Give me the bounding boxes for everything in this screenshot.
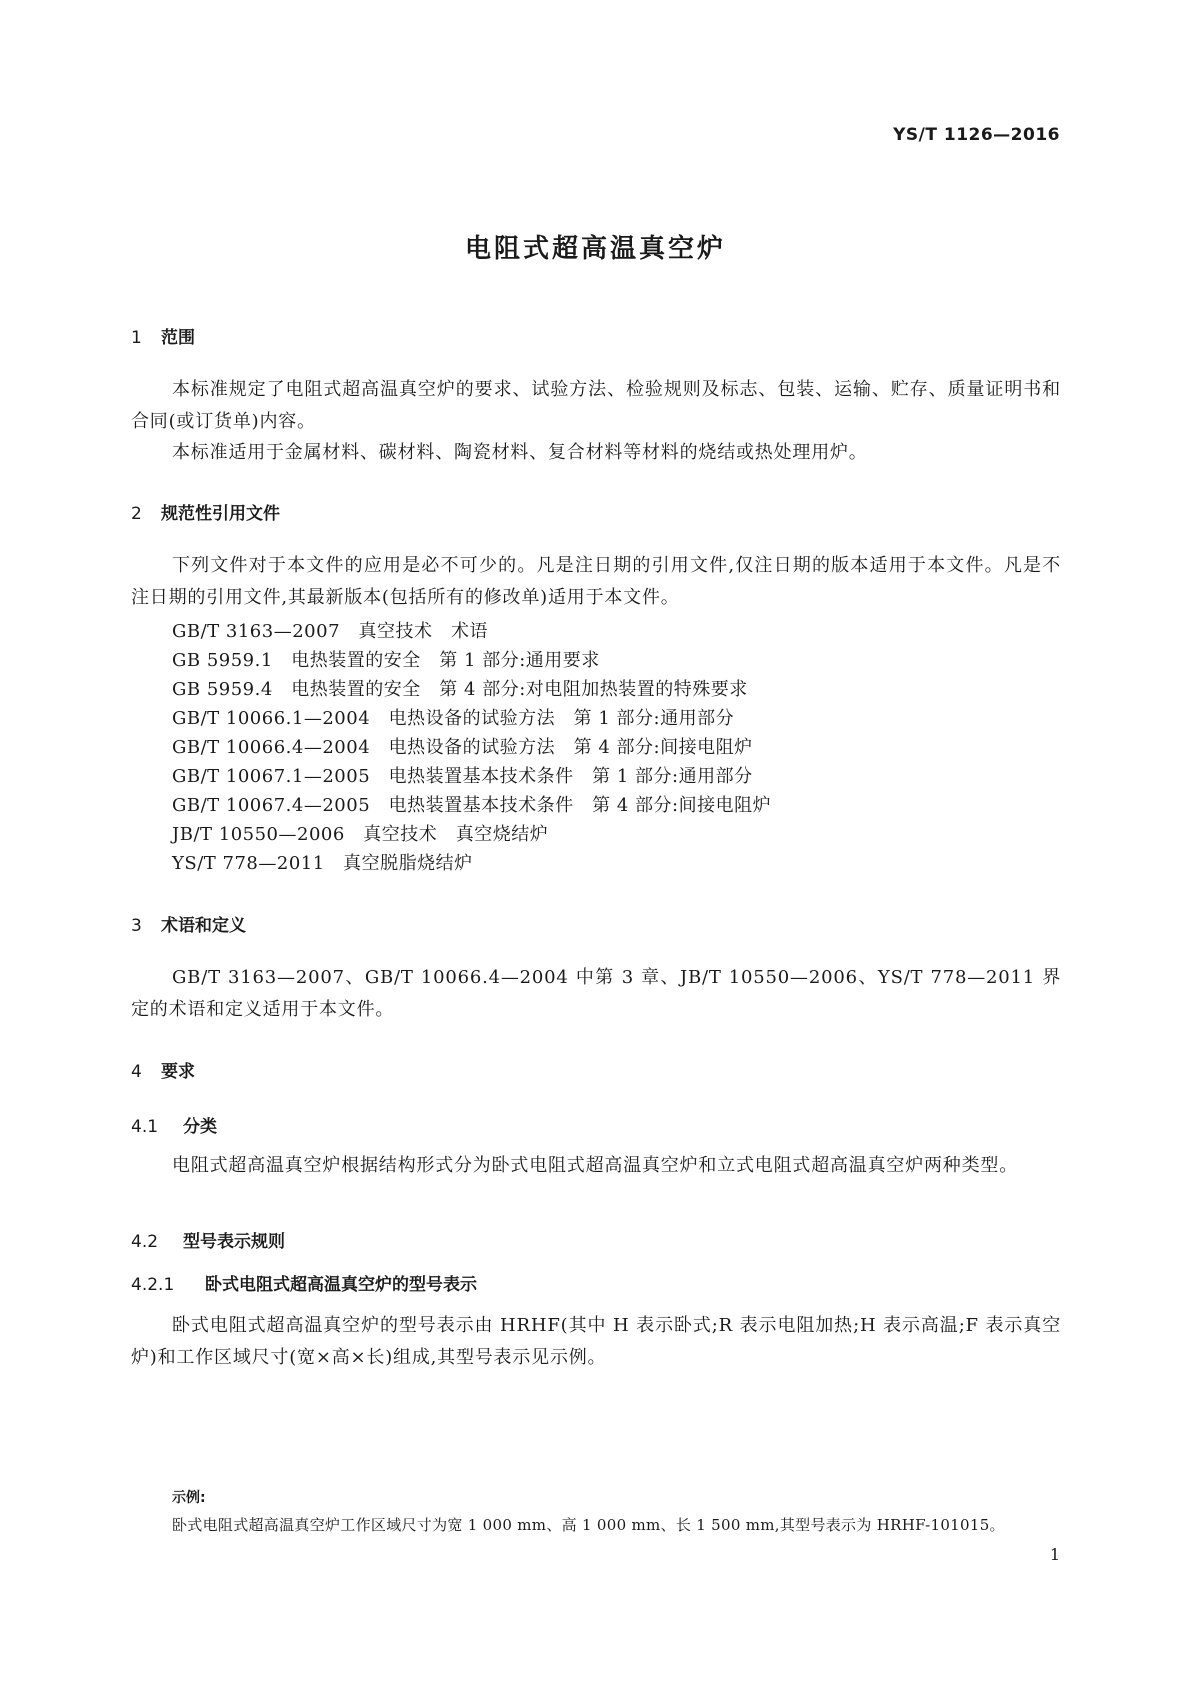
section-4-1-heading <box>131 1112 217 1137</box>
section-4-2-1-heading <box>131 1270 477 1295</box>
reference-item: YS/T 778—2011 真空脱脂烧结炉 <box>172 853 473 874</box>
paragraph: GB/T 3163—2007、GB/T 10066.4—2004 中第 3 章、JB/T 10550—2006、YS/T 778—2011 界定的术语和定义适用于本文件。 <box>131 967 1061 1020</box>
example-label: 示例: <box>172 1490 206 1506</box>
paragraph: 下列文件对于本文件的应用是必不可少的。凡是注日期的引用文件,仅注日期的版本适用于本文件。凡是不注日期的引用文件,其最新版本(包括所有的修改单)适用于本文件。 <box>131 555 1061 608</box>
section-number: 4.2 <box>131 1232 159 1252</box>
section-title: 卧式电阻式超高温真空炉的型号表示 <box>205 1275 477 1295</box>
section-title: 规范性引用文件 <box>161 504 280 524</box>
section-4-heading <box>131 1057 195 1082</box>
page-number: 1 <box>1049 1545 1060 1564</box>
section-3-heading <box>131 911 246 936</box>
paragraph: 本标准规定了电阻式超高温真空炉的要求、试验方法、检验规则及标志、包装、运输、贮存、质量证明书和合同(或订货单)内容。 <box>131 379 1061 432</box>
paragraph: 本标准适用于金属材料、碳材料、陶瓷材料、复合材料等材料的烧结或热处理用炉。 <box>172 442 868 463</box>
section-title: 型号表示规则 <box>183 1232 285 1252</box>
reference-item: GB 5959.4 电热装置的安全 第 4 部分:对电阻加热装置的特殊要求 <box>172 679 748 700</box>
section-number: 4.2.1 <box>131 1275 175 1295</box>
section-number: 1 <box>131 328 142 348</box>
section-title: 范围 <box>161 328 195 348</box>
reference-item: GB 5959.1 电热装置的安全 第 1 部分:通用要求 <box>172 650 600 671</box>
section-title: 分类 <box>183 1117 217 1137</box>
reference-item: GB/T 10066.4—2004 电热设备的试验方法 第 4 部分:间接电阻炉 <box>172 737 753 758</box>
reference-item: JB/T 10550—2006 真空技术 真空烧结炉 <box>172 824 549 845</box>
section-title: 要求 <box>161 1062 195 1082</box>
section-number: 2 <box>131 504 142 524</box>
section-title: 术语和定义 <box>161 916 246 936</box>
section-1-heading <box>131 323 195 348</box>
section-number: 4 <box>131 1062 142 1082</box>
section-2-heading <box>131 499 280 524</box>
standard-code: YS/T 1126—2016 <box>893 125 1060 145</box>
section-4-2-heading <box>131 1227 285 1252</box>
paragraph: 卧式电阻式超高温真空炉的型号表示由 HRHF(其中 H 表示卧式;R 表示电阻加热;H 表示高温;F 表示真空炉)和工作区域尺寸(宽×高×长)组成,其型号表示见示例。 <box>131 1315 1061 1368</box>
reference-item: GB/T 10067.1—2005 电热装置基本技术条件 第 1 部分:通用部分 <box>172 766 753 787</box>
reference-item: GB/T 10067.4—2005 电热装置基本技术条件 第 4 部分:间接电阻炉 <box>172 795 772 816</box>
section-number: 3 <box>131 916 142 936</box>
document-title: 电阻式超高温真空炉 <box>464 234 726 264</box>
reference-item: GB/T 3163—2007 真空技术 术语 <box>172 621 489 642</box>
reference-item: GB/T 10066.1—2004 电热设备的试验方法 第 1 部分:通用部分 <box>172 708 735 729</box>
paragraph: 电阻式超高温真空炉根据结构形式分为卧式电阻式超高温真空炉和立式电阻式超高温真空炉两种类型。 <box>172 1155 1018 1176</box>
example-text: 卧式电阻式超高温真空炉工作区域尺寸为宽 1 000 mm、高 1 000 mm、长 1 500 mm,其型号表示为 HRHF-101015。 <box>172 1516 1005 1534</box>
section-number: 4.1 <box>131 1117 159 1137</box>
